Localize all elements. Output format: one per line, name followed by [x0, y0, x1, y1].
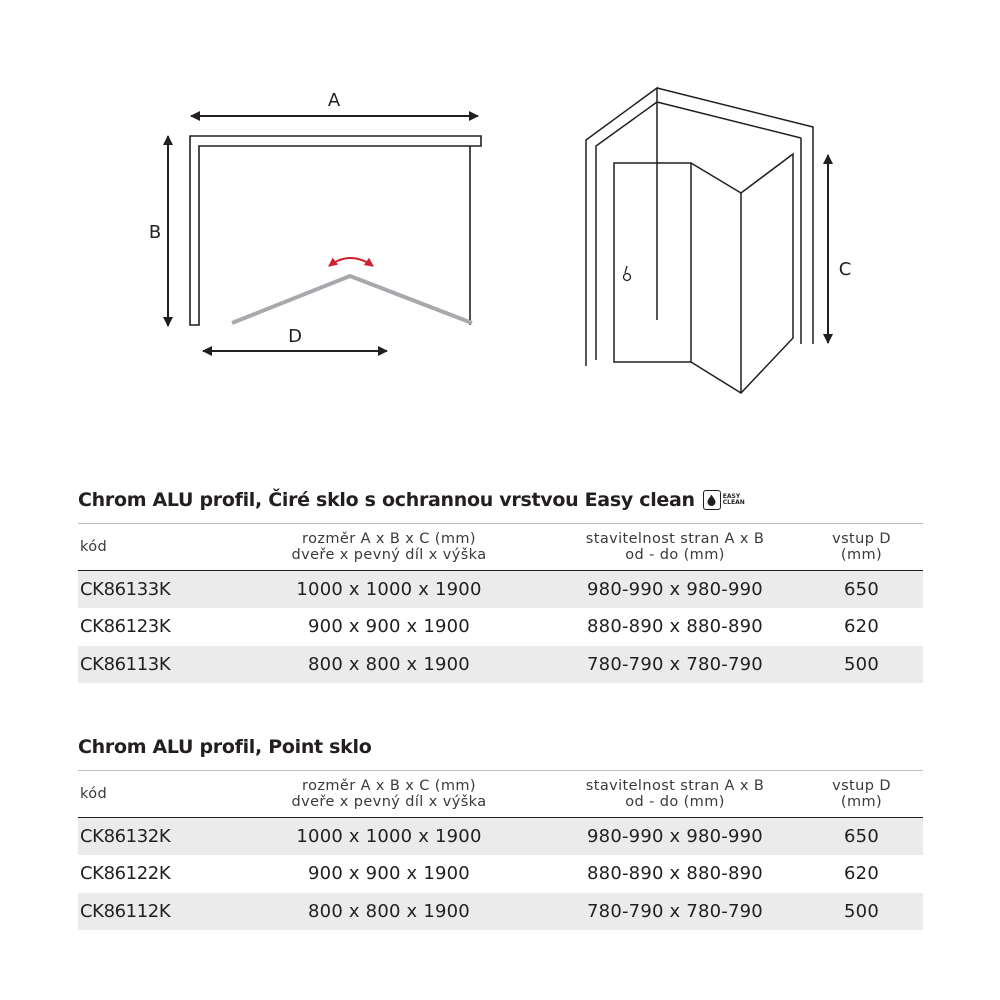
- cell-size: 800 x 800 x 1900: [308, 900, 470, 922]
- section-title: [78, 732, 923, 762]
- cell-code: CK86123K: [80, 616, 171, 638]
- label-c: C: [838, 259, 852, 280]
- easy-clean-badge: [703, 490, 745, 510]
- label-b: B: [148, 222, 162, 243]
- header-code: kód: [80, 539, 108, 555]
- product-section-point-glass: [78, 732, 923, 930]
- product-section-easy-clean: [78, 485, 923, 683]
- cell-code: CK86122K: [80, 863, 171, 885]
- cell-adjustability: 780-790 x 780-790: [587, 653, 763, 675]
- table-header-row: [78, 771, 923, 818]
- cell-entry: 650: [844, 579, 879, 600]
- cell-entry: 650: [844, 826, 879, 847]
- badge-line-2: CLEAN: [722, 499, 745, 506]
- section-title: [78, 485, 923, 515]
- table-row: [78, 608, 923, 646]
- door-panel: [614, 163, 691, 362]
- cell-size: 900 x 900 x 1900: [308, 616, 470, 638]
- cell-adjustability: 980-990 x 980-990: [587, 826, 763, 847]
- cell-code: CK86132K: [80, 826, 171, 847]
- cell-size: 1000 x 1000 x 1900: [296, 826, 482, 847]
- product-table: [78, 523, 923, 683]
- table-row: [78, 571, 923, 609]
- dimension-diagrams: [0, 0, 1000, 440]
- label-d: D: [288, 326, 302, 347]
- perspective-view-diagram: [586, 88, 813, 393]
- cell-code: CK86112K: [80, 900, 171, 922]
- cell-size: 1000 x 1000 x 1900: [296, 579, 482, 600]
- section-title-text: Chrom ALU profil, Point sklo: [78, 736, 372, 758]
- header-code: kód: [80, 786, 108, 802]
- header-entry: vstup D (mm): [832, 778, 891, 810]
- drop-icon: [703, 490, 721, 510]
- table-row: [78, 855, 923, 893]
- cell-entry: 620: [844, 616, 879, 638]
- header-size: rozměr A x B x C (mm) dveře x pevný díl x výška: [291, 531, 487, 563]
- header-adjustability: stavitelnost stran A x B od - do (mm): [585, 531, 765, 563]
- wall-profile: [190, 136, 481, 325]
- cell-entry: 620: [844, 863, 879, 885]
- cell-adjustability: 880-890 x 880-890: [587, 616, 763, 638]
- badge-line-1: EASY: [722, 492, 741, 500]
- cell-size: 800 x 800 x 1900: [308, 653, 470, 675]
- cell-code: CK86113K: [80, 653, 171, 675]
- door-handle-icon: [624, 274, 631, 281]
- cell-code: CK86133K: [80, 579, 171, 600]
- cell-entry: 500: [844, 653, 879, 675]
- rotation-arrow: [329, 258, 373, 266]
- header-size: rozměr A x B x C (mm) dveře x pevný díl x výška: [291, 778, 487, 810]
- cell-adjustability: 980-990 x 980-990: [587, 579, 763, 600]
- product-table: [78, 770, 923, 930]
- cell-adjustability: 780-790 x 780-790: [587, 900, 763, 922]
- folding-door-panels: [232, 276, 472, 323]
- table-row: [78, 893, 923, 931]
- header-entry: vstup D (mm): [832, 531, 891, 563]
- header-adjustability: stavitelnost stran A x B od - do (mm): [585, 778, 765, 810]
- label-a: A: [327, 90, 341, 111]
- fold-panels: [691, 154, 793, 393]
- table-header-row: [78, 524, 923, 571]
- table-row: [78, 818, 923, 856]
- cell-entry: 500: [844, 900, 879, 922]
- plan-view-diagram: [149, 90, 481, 351]
- cell-adjustability: 880-890 x 880-890: [587, 863, 763, 885]
- section-title-text: Chrom ALU profil, Čiré sklo s ochrannou vrstvou Easy clean: [78, 489, 695, 511]
- cell-size: 900 x 900 x 1900: [308, 863, 470, 885]
- table-row: [78, 646, 923, 684]
